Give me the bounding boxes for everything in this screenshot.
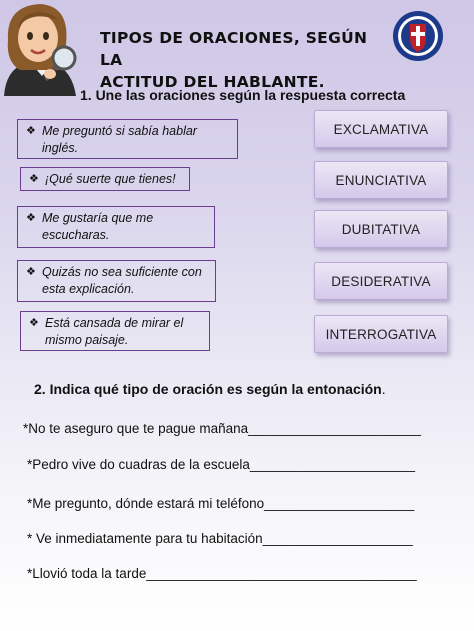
section2-heading-period: . [381, 381, 386, 397]
answer-enunciativa[interactable]: ENUNCIATIVA [314, 161, 448, 199]
teacher-avatar-image [0, 0, 84, 96]
sentence-box-4 [17, 260, 216, 302]
sentence-2-line-1: ¡Qué suerte que tienes! [45, 172, 176, 186]
fill-item-2[interactable]: *Pedro vive do cuadras de la escuela______________________ [27, 457, 416, 472]
fill-item-5[interactable]: *Llovió toda la tarde____________________________________ [27, 566, 417, 581]
sentence-1-line-2: inglés. [42, 141, 79, 155]
sentence-box-3 [17, 206, 215, 248]
answer-interrogativa[interactable]: INTERROGATIVA [314, 315, 448, 353]
sentence-4-line-1: Quizás no sea suficiente con [42, 265, 202, 279]
answer-dubitativa[interactable]: DUBITATIVA [314, 210, 448, 248]
section1-heading: 1. Une las oraciones según la respuesta correcta [80, 87, 406, 103]
answer-exclamativa[interactable]: EXCLAMATIVA [314, 110, 448, 148]
diamond-bullet-icon: ❖ [26, 266, 36, 278]
answer-desiderativa[interactable]: DESIDERATIVA [314, 262, 448, 300]
section2-heading [34, 381, 386, 397]
sentence-box-5 [20, 311, 210, 351]
title-line-1: TIPOS DE ORACIONES, SEGÚN LA [100, 29, 368, 69]
section2-heading-text: 2. Indica qué tipo de oración es según la entonación [34, 381, 382, 397]
sentence-box-2 [20, 167, 190, 191]
sentence-4-line-2: esta explicación. [42, 282, 135, 296]
sentence-5-line-1: Está cansada de mirar el [45, 316, 184, 330]
diamond-bullet-icon: ❖ [29, 317, 39, 329]
sentence-3-line-2: escucharas. [42, 228, 110, 242]
title-line-2: ACTITUD DEL HABLANTE. [100, 73, 325, 91]
sentence-box-1 [17, 119, 238, 159]
diamond-bullet-icon: ❖ [26, 125, 36, 137]
worksheet-title [100, 27, 390, 93]
sentence-1-line-1: Me preguntó si sabía hablar [42, 124, 197, 138]
fill-item-1[interactable]: *No te aseguro que te pague mañana_______________________ [23, 421, 421, 436]
sentence-5-line-2: mismo paisaje. [45, 333, 129, 347]
fill-item-4[interactable]: * Ve inmediatamente para tu habitación____________________ [27, 531, 413, 546]
diamond-bullet-icon: ❖ [26, 212, 36, 224]
sentence-3-line-1: Me gustaría que me [42, 211, 154, 225]
fill-item-3[interactable]: *Me pregunto, dónde estará mi teléfono____________________ [27, 496, 415, 511]
school-emblem-icon [392, 10, 444, 62]
diamond-bullet-icon: ❖ [29, 173, 39, 185]
